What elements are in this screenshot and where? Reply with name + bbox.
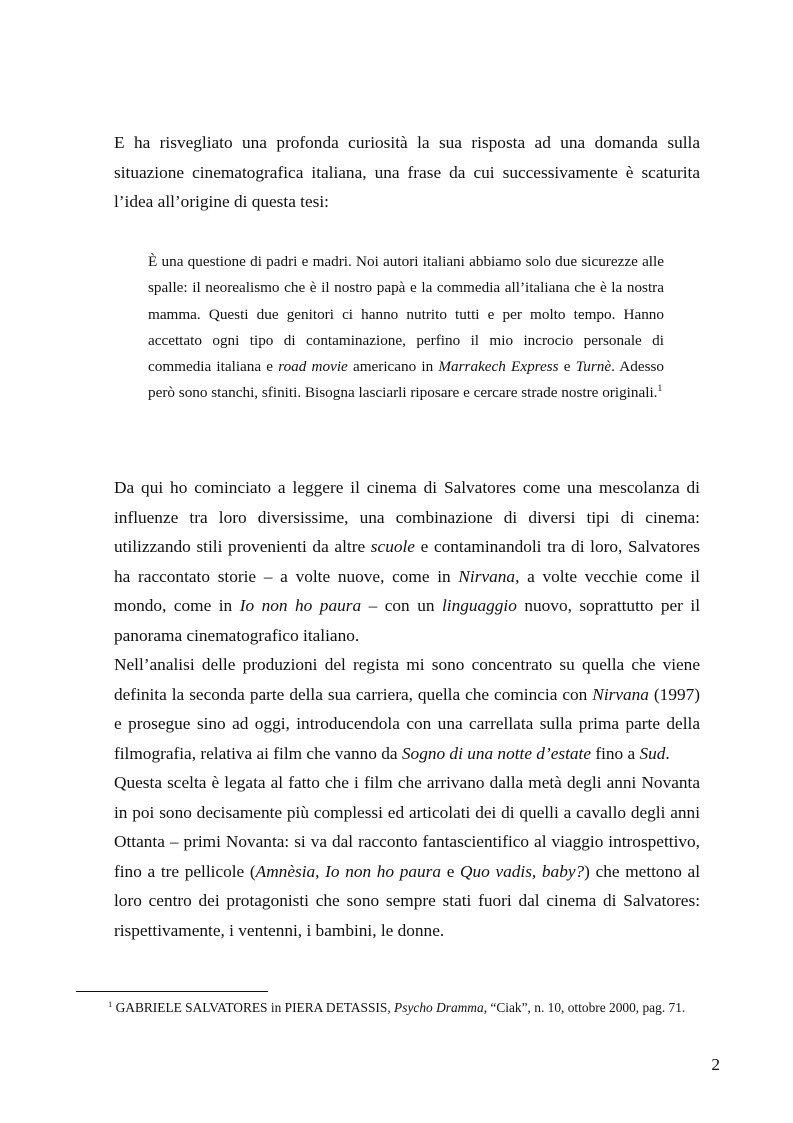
- title-sogno-di-una-notte-destate: Sogno di una notte d’estate: [401, 743, 592, 763]
- title-sud: Sud: [639, 743, 666, 763]
- emphasis-scuole: scuole: [370, 537, 415, 556]
- body-text: [114, 473, 700, 945]
- title-io-non-ho-paura: Io non ho paura: [239, 596, 362, 615]
- paragraph-text: e contaminandoli tra di loro, Salvatores ha raccontato storie – a volte nuove, come in: [114, 537, 700, 586]
- footnote-separator: [76, 991, 268, 992]
- block-quote: [148, 249, 664, 407]
- quote-title-marrakech-express: Marrakech Express: [438, 358, 559, 376]
- quote-title-turne: Turnè: [575, 358, 612, 376]
- paragraph-text: (1997) e prosegue sino ad oggi, introducendola con una carrellata sulla prima parte della filmografia, relativa ai film che vanno da: [114, 684, 700, 763]
- quote-text: e: [558, 358, 576, 376]
- footnote: [108, 999, 708, 1017]
- paragraph-text: Nell’analisi delle produzioni del regista mi sono concentrato su quella che viene definita la seconda parte della sua carriera, quella che comincia con: [114, 655, 700, 704]
- title-io-non-ho-paura: Io non ho paura: [325, 861, 442, 881]
- paragraph-text: e: [441, 861, 461, 881]
- title-nirvana: Nirvana: [458, 566, 516, 586]
- emphasis-linguaggio: linguaggio: [441, 596, 517, 615]
- paragraph-text: nuovo, soprattutto per il panorama cinematografico italiano.: [114, 596, 700, 645]
- paragraph-text: Da qui ho cominciato a leggere il cinema di Salvatores come una mescolanza di influenze tra loro diversissime, una combinazione di diversi tipi di cinema: utilizzando stili provenienti da altre: [114, 478, 700, 556]
- page-number: 2: [711, 1055, 720, 1074]
- paragraph-analysis: [114, 650, 700, 768]
- intro-paragraph: E ha risvegliato una profonda curiosità la sua risposta ad una domanda sulla situazione cinematografica italiana, una frase da cui successivamente è scaturita l’idea all’origine di questa tesi:: [114, 133, 700, 211]
- paragraph-text: .: [665, 743, 670, 763]
- footnote-title-psycho-dramma: Psycho Dramma: [394, 1000, 484, 1015]
- paragraph-text: Questa scelta è legata al fatto che i film che arrivano dalla metà degli anni Novanta in poi sono decisamente più complessi ed articolati dei di quelli a cavallo degli anni Ottanta – primi Novanta: si va dal racconto fantascientifico al viaggio introspettivo, fino a tre pellicole (: [114, 773, 700, 881]
- title-quo-vadis-baby: Quo vadis, baby?: [460, 861, 585, 881]
- paragraph-text: , a volte vecchie come il mondo, come in: [114, 566, 700, 615]
- paragraph-text: ,: [315, 861, 326, 881]
- footnote-text: , “Ciak”, n. 10, ottobre 2000, pag. 71.: [483, 1000, 686, 1015]
- quote-text: È una questione di padri e madri. Noi autori italiani abbiamo solo due sicurezze alle spalle: il neorealismo che è il nostro papà e la commedia all’italiana che è la nostra mamma. Questi due genitori ci hanno nutrito tutti e per molto tempo. Hanno accettato ogni tipo di contaminazione, perfino il mio incrocio personale di commedia italiana e: [148, 253, 664, 376]
- paragraph-text: – con un: [361, 596, 442, 615]
- footnote-reference: 1: [657, 384, 663, 395]
- paragraph-text: ) che mettono al loro centro dei protagonisti che sono sempre stati fuori dal cinema di Salvatores: rispettivamente, i ventenni, i bambini, le donne.: [114, 861, 700, 940]
- title-amnesia: Amnèsia: [255, 861, 316, 881]
- paragraph-text: fino a: [591, 743, 640, 763]
- footnote-number: 1: [108, 999, 113, 1009]
- paragraph-choice: [114, 768, 700, 945]
- quote-text: . Adesso però sono stanchi, sfiniti. Bisogna lasciarli riposare e cercare strade nostre originali.: [148, 358, 664, 402]
- title-nirvana: Nirvana: [592, 684, 649, 704]
- footnote-text: GABRIELE SALVATORES in PIERA DETASSIS,: [112, 1000, 395, 1015]
- paragraph-influences: [114, 473, 700, 650]
- quote-text: americano in: [347, 358, 439, 376]
- quote-title-road-movie: road movie: [278, 358, 348, 376]
